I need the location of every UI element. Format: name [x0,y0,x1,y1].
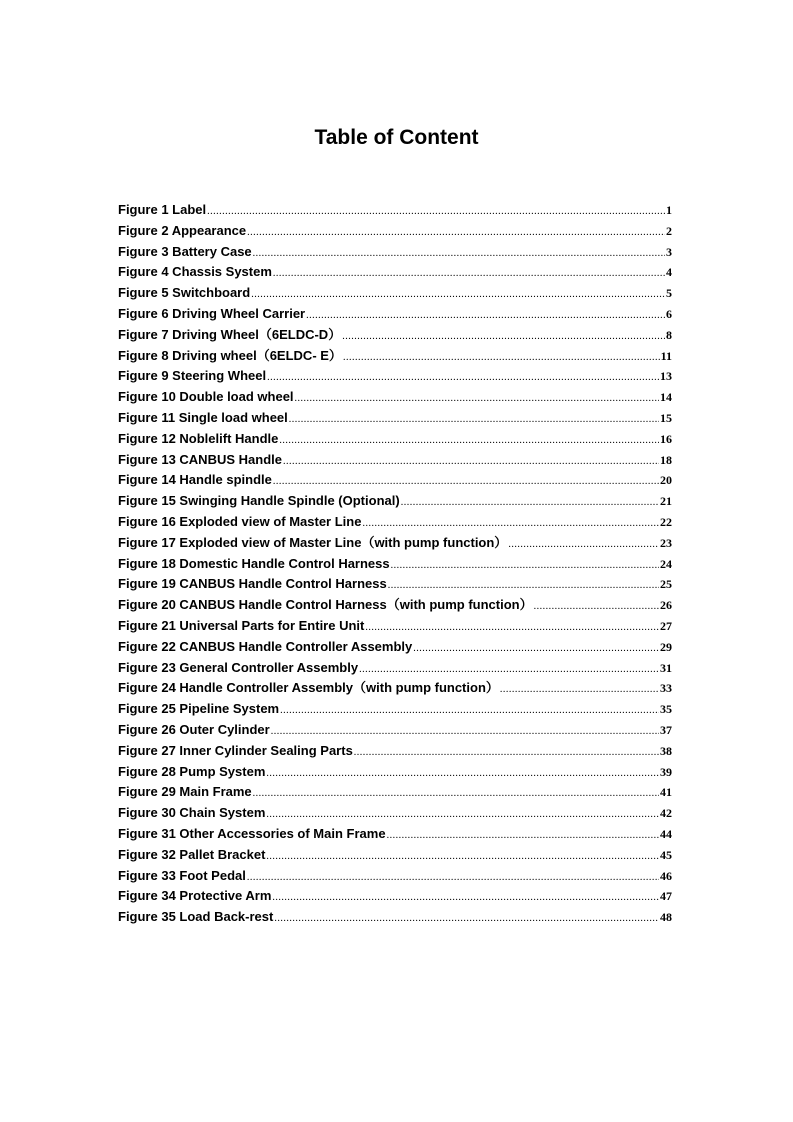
toc-entry-label: Figure 4 Chassis System [118,264,272,280]
toc-entry[interactable] [118,242,672,263]
toc-entry-page-number: 45 [660,847,672,862]
toc-entry[interactable] [118,325,672,346]
toc-entry-page-number: 8 [666,327,672,342]
toc-dot-leader [388,576,659,597]
toc-dot-leader [401,493,659,514]
toc-entry-label: Figure 19 CANBUS Handle Control Harness [118,576,387,592]
toc-dot-leader [273,264,665,285]
toc-entry-page-number: 38 [660,743,672,758]
toc-entry-label: Figure 27 Inner Cylinder Sealing Parts [118,742,353,758]
toc-dot-leader [295,389,659,410]
toc-dot-leader [247,868,659,889]
toc-dot-leader [272,888,659,909]
toc-entry-label: Figure 12 Noblelift Handle [118,430,279,446]
toc-entry[interactable] [118,304,672,325]
toc-dot-leader [280,701,659,722]
toc-dot-leader [247,223,665,244]
toc-entry[interactable] [118,491,672,512]
toc-entry-label: Figure 11 Single load wheel [118,409,288,425]
toc-entry-page-number: 4 [666,265,672,280]
toc-entry-page-number: 29 [660,639,672,654]
toc-entry[interactable] [118,554,672,575]
toc-dot-leader [274,909,659,930]
toc-entry-label: Figure 22 CANBUS Handle Controller Assembly [118,638,413,654]
toc-entry[interactable] [118,387,672,408]
toc-entry-label: Figure 17 Exploded view of Master Line（with pump function） [118,534,508,550]
toc-dot-leader [387,826,659,847]
toc-dot-leader [279,431,659,452]
toc-entry-label: Figure 35 Load Back-rest [118,909,274,925]
toc-entry-label: Figure 25 Pipeline System [118,701,280,717]
toc-dot-leader [266,847,659,868]
toc-dot-leader [207,202,665,223]
toc-entry-page-number: 5 [666,286,672,301]
toc-entry-label: Figure 6 Driving Wheel Carrier [118,305,306,321]
toc-entry-page-number: 6 [666,306,672,321]
toc-entry[interactable] [118,616,672,637]
toc-entry-label: Figure 15 Swinging Handle Spindle (Optional) [118,493,400,509]
toc-entry-page-number: 16 [660,431,672,446]
toc-entry-page-number: 13 [660,369,672,384]
toc-entry[interactable] [118,907,672,928]
toc-dot-leader [266,764,659,785]
toc-entry[interactable] [118,283,672,304]
toc-entry[interactable] [118,366,672,387]
toc-dot-leader [253,784,659,805]
toc-entry-page-number: 2 [666,223,672,238]
toc-entry-label: Figure 26 Outer Cylinder [118,721,270,737]
toc-entry[interactable] [118,782,672,803]
toc-entry-label: Figure 8 Driving wheel（6ELDC- E） [118,347,342,363]
toc-dot-leader [342,327,665,348]
toc-entry-page-number: 3 [666,244,672,259]
toc-entry-label: Figure 30 Chain System [118,805,266,821]
toc-entry-label: Figure 31 Other Accessories of Main Frame [118,825,386,841]
toc-dot-leader [283,452,659,473]
toc-entry-label: Figure 34 Protective Arm [118,888,272,904]
toc-entry[interactable] [118,803,672,824]
toc-entry[interactable] [118,200,672,221]
toc-entry-label: Figure 20 CANBUS Handle Control Harness（with pump function） [118,597,533,613]
toc-entry-page-number: 25 [660,577,672,592]
toc-dot-leader [391,556,659,577]
toc-entry-label: Figure 18 Domestic Handle Control Harness [118,555,390,571]
toc-entry-page-number: 27 [660,618,672,633]
toc-entry-label: Figure 3 Battery Case [118,243,252,259]
toc-entry-page-number: 1 [666,203,672,217]
toc-entry-label: Figure 10 Double load wheel [118,389,294,405]
toc-entry-page-number: 11 [660,348,672,363]
toc-entry-label: Figure 1 Label [118,202,207,217]
toc-entry-label: Figure 23 General Controller Assembly [118,659,359,675]
toc-entry-page-number: 24 [660,556,672,571]
toc-entry-page-number: 48 [660,910,672,925]
toc-entry[interactable] [118,741,672,762]
toc-entry[interactable] [118,678,672,699]
toc-entry-label: Figure 28 Pump System [118,763,266,779]
toc-dot-leader [365,618,659,639]
toc-entry-page-number: 46 [660,868,672,883]
toc-entry-page-number: 35 [660,702,672,717]
toc-entry-page-number: 21 [660,494,672,509]
toc-entry-page-number: 42 [660,806,672,821]
toc-dot-leader [413,639,659,660]
toc-entry[interactable] [118,886,672,907]
table-of-contents [118,200,672,928]
toc-entry[interactable] [118,512,672,533]
toc-dot-leader [362,514,659,535]
toc-entry[interactable] [118,658,672,679]
toc-entry[interactable] [118,699,672,720]
toc-entry-page-number: 37 [660,722,672,737]
toc-entry-page-number: 26 [660,598,672,613]
toc-entry-label: Figure 5 Switchboard [118,285,251,301]
toc-entry[interactable] [118,346,672,367]
toc-entry-page-number: 44 [660,826,672,841]
toc-entry[interactable] [118,470,672,491]
toc-dot-leader [271,722,659,743]
toc-dot-leader [343,348,660,369]
toc-entry-page-number: 14 [660,390,672,405]
toc-dot-leader [267,368,659,389]
toc-dot-leader [251,285,665,306]
toc-entry-label: Figure 16 Exploded view of Master Line [118,513,362,529]
toc-entry-page-number: 15 [660,410,672,425]
toc-entry-label: Figure 21 Universal Parts for Entire Unit [118,617,365,633]
toc-entry-label: Figure 14 Handle spindle [118,472,272,488]
toc-dot-leader [359,660,659,681]
toc-dot-leader [306,306,665,327]
toc-entry-label: Figure 2 Appearance [118,222,247,238]
toc-entry[interactable] [118,429,672,450]
toc-entry-page-number: 23 [660,535,672,550]
toc-dot-leader [508,535,659,556]
toc-entry[interactable] [118,262,672,283]
toc-entry-page-number: 31 [660,660,672,675]
toc-entry-page-number: 20 [660,473,672,488]
toc-entry-label: Figure 7 Driving Wheel（6ELDC-D） [118,326,342,342]
toc-entry-page-number: 47 [660,889,672,904]
toc-entry-label: Figure 29 Main Frame [118,784,252,800]
toc-entry-label: Figure 33 Foot Pedal [118,867,246,883]
toc-dot-leader [500,680,659,701]
toc-entry-page-number: 33 [660,681,672,696]
toc-dot-leader [354,743,659,764]
toc-entry[interactable] [118,450,672,471]
toc-entry-label: Figure 13 CANBUS Handle [118,451,282,467]
toc-entry[interactable] [118,408,672,429]
toc-entry[interactable] [118,720,672,741]
toc-dot-leader [273,472,659,493]
toc-entry[interactable] [118,762,672,783]
toc-entry[interactable] [118,866,672,887]
toc-entry[interactable] [118,533,672,554]
toc-entry-page-number: 41 [660,785,672,800]
toc-entry-label: Figure 24 Handle Controller Assembly（with pump function） [118,680,499,696]
toc-dot-leader [534,597,659,618]
toc-entry-label: Figure 9 Steering Wheel [118,368,267,384]
toc-entry[interactable] [118,824,672,845]
toc-entry[interactable] [118,637,672,658]
toc-entry[interactable] [118,574,672,595]
toc-entry-page-number: 39 [660,764,672,779]
page-title: Table of Content [314,126,479,149]
toc-dot-leader [289,410,659,431]
toc-dot-leader [266,805,659,826]
toc-entry[interactable] [118,595,672,616]
toc-entry[interactable] [118,845,672,866]
toc-entry[interactable] [118,221,672,242]
toc-entry-label: Figure 32 Pallet Bracket [118,846,266,862]
toc-entry-page-number: 18 [660,452,672,467]
toc-entry-page-number: 22 [660,514,672,529]
toc-dot-leader [253,244,665,265]
